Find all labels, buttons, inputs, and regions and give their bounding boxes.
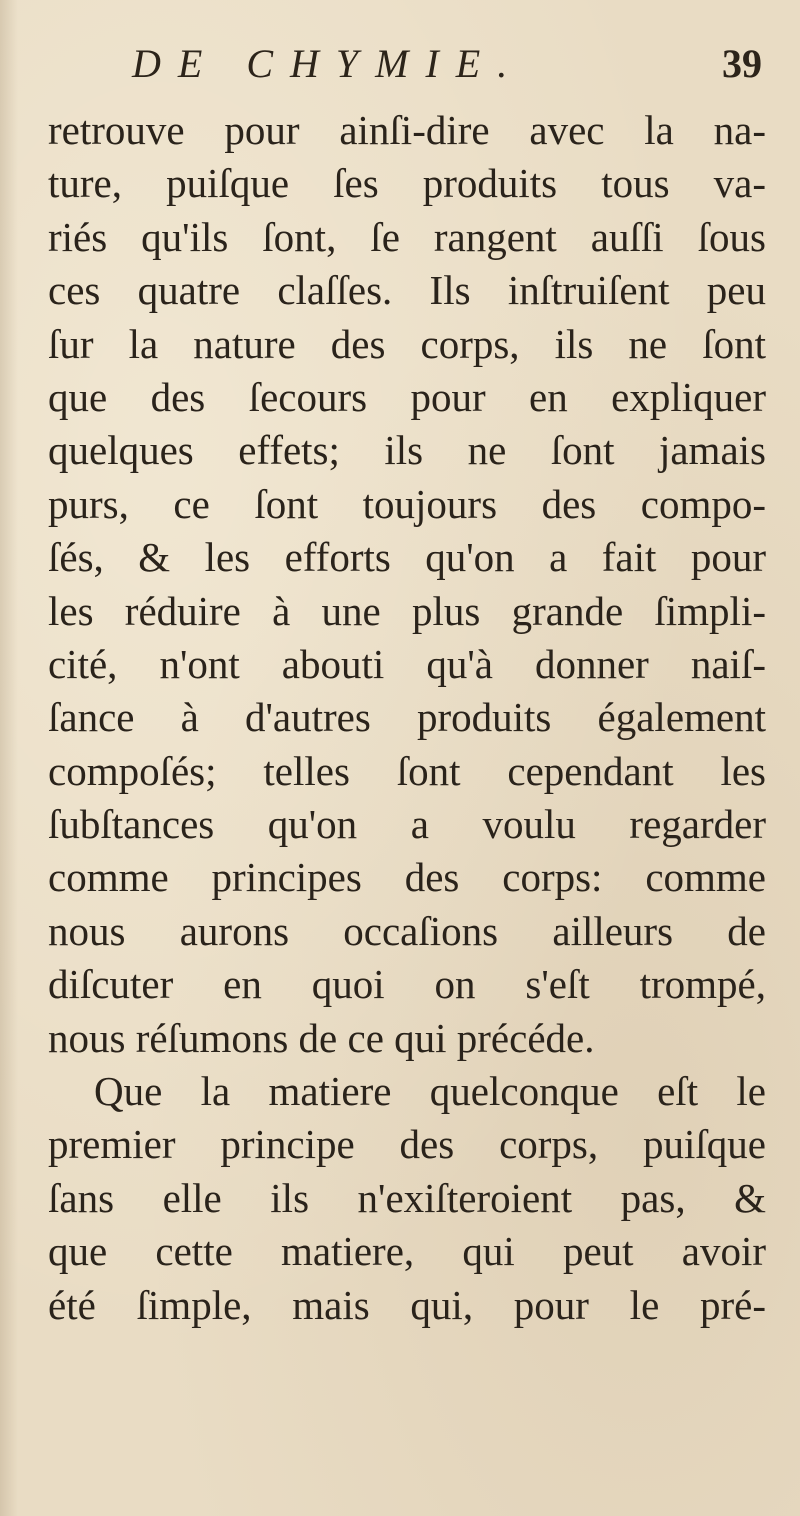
- running-head: [0, 38, 800, 88]
- text-line: nous réſumons de ce qui précéde.: [48, 1014, 595, 1061]
- text-line: ſance à d'autres produits également: [48, 694, 766, 741]
- text-line: ſans elle ils n'exiſteroient pas, &: [48, 1174, 766, 1221]
- text-line: quelques effets; ils ne ſont jamais: [48, 427, 766, 474]
- page-number: 39: [722, 41, 762, 86]
- text-line: les réduire à une plus grande ſimpli-: [48, 587, 766, 634]
- text-line: comme principes des corps: comme: [48, 854, 766, 901]
- text-line: diſcuter en quoi on s'eſt trompé,: [48, 961, 766, 1008]
- text-line: ſur la nature des corps, ils ne ſont: [48, 320, 766, 367]
- text-line: cité, n'ont abouti qu'à donner naiſ-: [48, 640, 766, 687]
- text-line: ſés, & les efforts qu'on a fait pour: [48, 534, 766, 581]
- page-edge-shadow: [0, 0, 18, 1516]
- text-line: retrouve pour ainſi-dire avec la na-: [48, 107, 766, 153]
- text-line: que des ſecours pour en expliquer: [48, 373, 766, 420]
- running-head-title: DE CHYMIE.: [132, 41, 525, 86]
- text-line: ſubſtances qu'on a voulu regarder: [48, 801, 766, 848]
- text-line: premier principe des corps, puiſque: [48, 1121, 766, 1168]
- text-line: ture, puiſque ſes produits tous va-: [48, 160, 766, 207]
- text-line: été ſimple, mais qui, pour le pré-: [48, 1281, 766, 1328]
- paragraph-first-line: Que la matiere quelconque eſt le: [94, 1068, 766, 1115]
- text-line: ces quatre claſſes. Ils inſtruiſent peu: [48, 267, 766, 314]
- body-text: [48, 104, 766, 1332]
- text-line: nous aurons occaſions ailleurs de: [48, 907, 766, 954]
- text-line: compoſés; telles ſont cependant les: [48, 747, 766, 794]
- text-line: riés qu'ils ſont, ſe rangent auſſi ſous: [48, 213, 766, 260]
- text-line: que cette matiere, qui peut avoir: [48, 1228, 766, 1275]
- text-line: purs, ce ſont toujours des compo-: [48, 480, 766, 527]
